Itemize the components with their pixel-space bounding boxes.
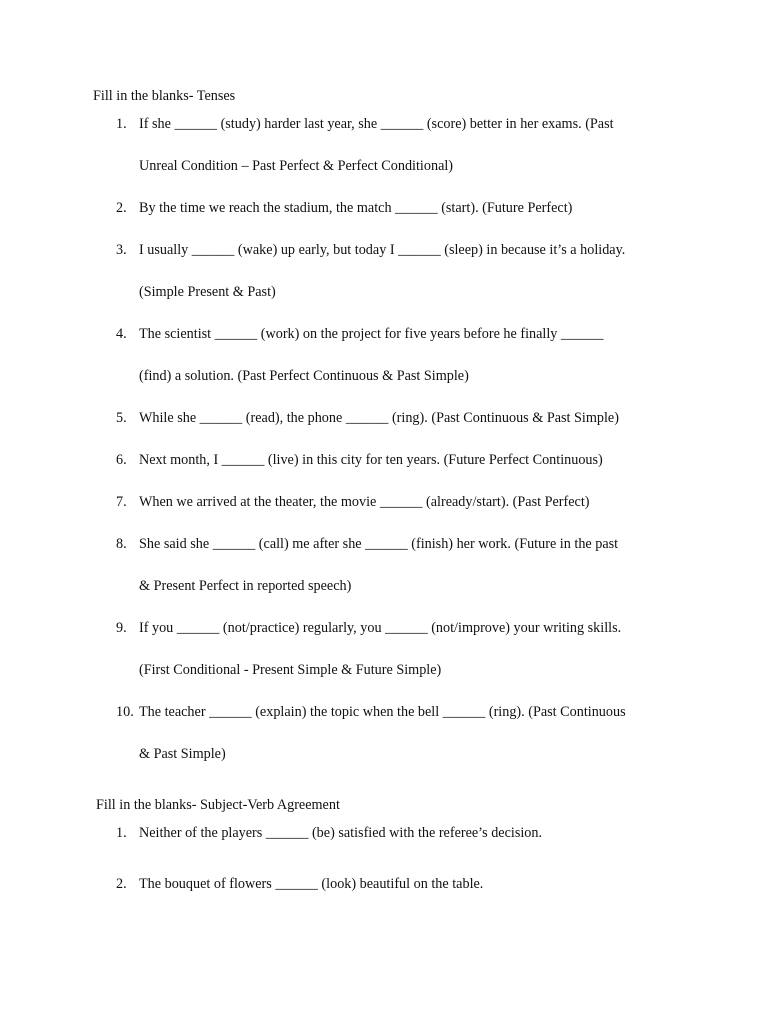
- question-text-line: & Present Perfect in reported speech): [139, 578, 352, 594]
- question-number: 1.: [116, 116, 127, 132]
- question-number: 1.: [116, 825, 127, 841]
- question-number: 5.: [116, 410, 127, 426]
- question-number: 2.: [116, 200, 127, 216]
- question-text-line: When we arrived at the theater, the movie ______ (already/start). (Past Perfect): [139, 494, 590, 510]
- question-text-line: By the time we reach the stadium, the match ______ (start). (Future Perfect): [139, 200, 573, 216]
- question-text-line: & Past Simple): [139, 746, 226, 762]
- section-heading-tenses: Fill in the blanks- Tenses: [93, 88, 236, 104]
- question-text-line: (First Conditional - Present Simple & Future Simple): [139, 662, 442, 678]
- question-number: 3.: [116, 242, 127, 258]
- question-number: 9.: [116, 620, 127, 636]
- question-text-line: Neither of the players ______ (be) satisfied with the referee’s decision.: [139, 825, 543, 841]
- question-text-line: (find) a solution. (Past Perfect Continuous & Past Simple): [139, 368, 469, 384]
- question-text-line: While she ______ (read), the phone ______ (ring). (Past Continuous & Past Simple): [139, 410, 619, 426]
- question-text-line: (Simple Present & Past): [139, 284, 276, 300]
- section-heading-subject-verb-agreement: Fill in the blanks- Subject-Verb Agreement: [96, 797, 340, 813]
- question-text-line: The scientist ______ (work) on the project for five years before he finally ______: [139, 326, 604, 342]
- question-text-line: The bouquet of flowers ______ (look) beautiful on the table.: [139, 876, 484, 892]
- question-number: 7.: [116, 494, 127, 510]
- question-text-line: If she ______ (study) harder last year, she ______ (score) better in her exams. (Past: [139, 116, 614, 132]
- question-text-line: If you ______ (not/practice) regularly, you ______ (not/improve) your writing skills.: [139, 620, 622, 636]
- question-text-line: The teacher ______ (explain) the topic when the bell ______ (ring). (Past Continuous: [139, 704, 626, 720]
- question-text-line: Unreal Condition – Past Perfect & Perfect Conditional): [139, 158, 454, 174]
- question-text-line: She said she ______ (call) me after she ______ (finish) her work. (Future in the past: [139, 536, 619, 552]
- question-number: 10.: [116, 704, 134, 720]
- question-number: 8.: [116, 536, 127, 552]
- question-number: 6.: [116, 452, 127, 468]
- question-number: 4.: [116, 326, 127, 342]
- question-text-line: I usually ______ (wake) up early, but today I ______ (sleep) in because it’s a holiday.: [139, 242, 626, 258]
- question-number: 2.: [116, 876, 127, 892]
- question-text-line: Next month, I ______ (live) in this city for ten years. (Future Perfect Continuous): [139, 452, 603, 468]
